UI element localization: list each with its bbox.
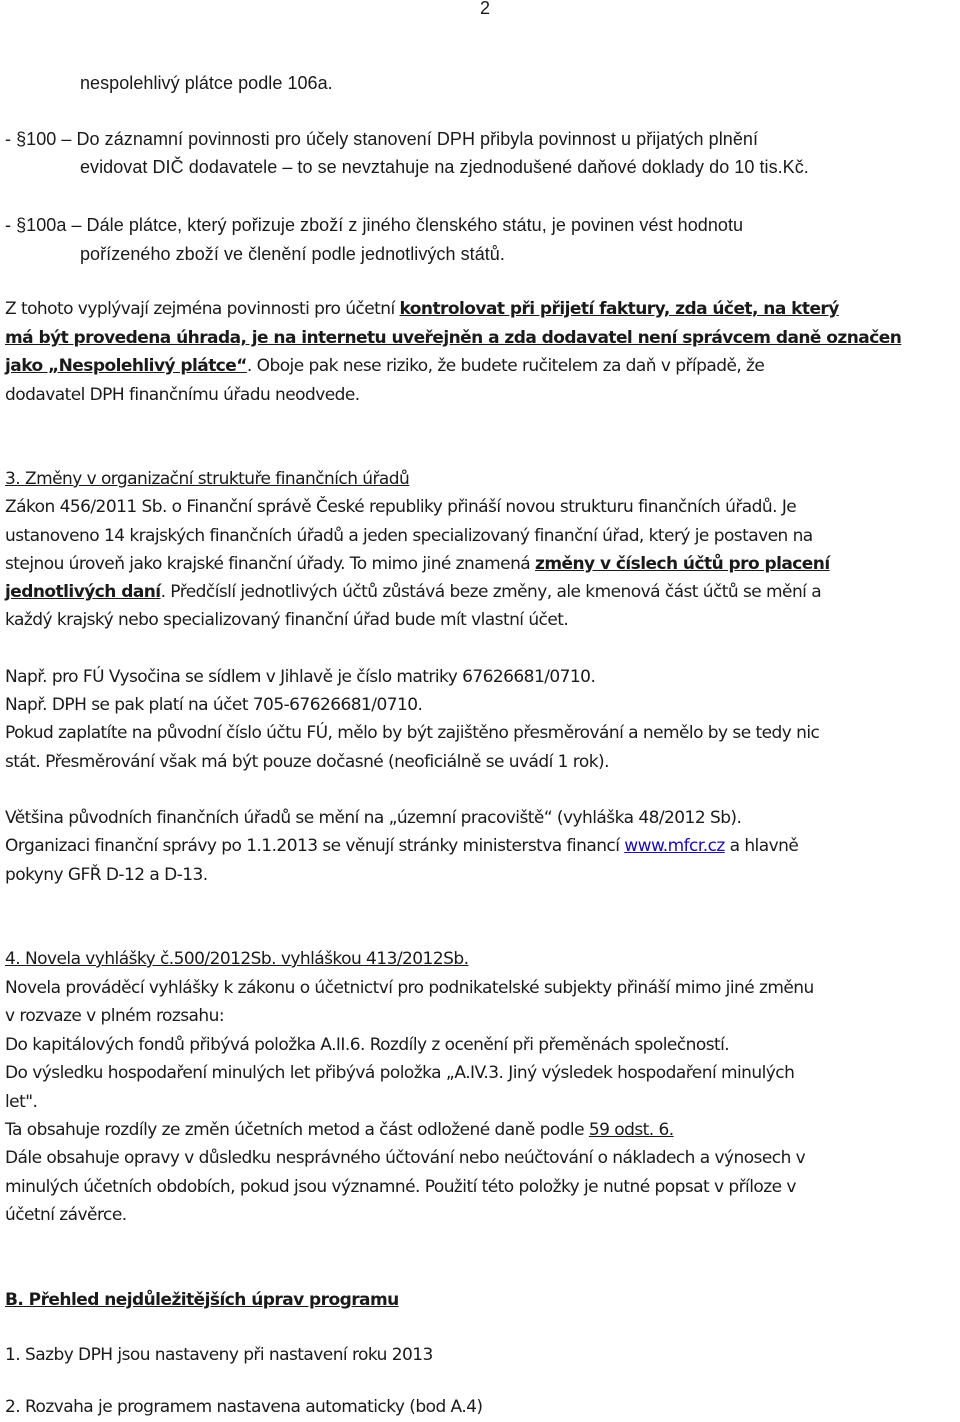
offices-line-3: pokyny GFŘ D-12 a D-13. <box>5 865 208 885</box>
mfcr-link[interactable]: www.mfcr.cz <box>624 836 725 856</box>
section-3-emphasis-end: jednotlivých daní <box>5 582 161 602</box>
section-3-emphasis: změny v číslech účtů pro placení <box>535 554 830 574</box>
section-4-line-1: Novela prováděcí vyhlášky k zákonu o účetnictví pro podnikatelské subjekty přináší mimo jiné změnu <box>5 978 814 998</box>
para-100-line-2: evidovat DIČ dodavatele – to se nevztahuje na zjednodušené daňové doklady do 10 tis.Kč. <box>80 157 809 177</box>
section-b-item-2: 2. Rozvaha je programem nastavena automaticky (bod A.4) <box>5 1397 483 1417</box>
section-4-line-2: v rozvaze v plném rozsahu: <box>5 1006 225 1026</box>
section-4-heading: 4. Novela vyhlášky č.500/2012Sb. vyhláškou 413/2012Sb. <box>5 949 469 969</box>
intro-line: nespolehlivý plátce podle 106a. <box>80 73 333 93</box>
para-100a-line-1: - §100a – Dále plátce, který pořizuje zboží z jiného členského státu, je povinen vést hodnotu <box>5 215 744 235</box>
section-reference: 59 odst. 6. <box>588 1120 674 1140</box>
example-line-2: Např. DPH se pak platí na účet 705-67626681/0710. <box>5 695 423 715</box>
section-3-line-2: ustanoveno 14 krajských finančních úřadů a jeden specializovaný finanční úřad, který je postaven na <box>5 526 813 546</box>
section-b-item-1: 1. Sazby DPH jsou nastaveny při nastavení roku 2013 <box>5 1345 433 1365</box>
section-4-line-4: Do výsledku hospodaření minulých let přibývá položka „A.IV.3. Jiný výsledek hospodaření minulých <box>5 1063 795 1083</box>
duties-line-2: má být provedena úhrada, je na internetu uveřejněn a zda dodavatel není správcem daně označen <box>5 328 902 348</box>
page-number: 2 <box>479 0 490 18</box>
section-3-line-3: stejnou úroveň jako krajské finanční úřady. To mimo jiné znamená změny v číslech účtů pro placení <box>5 554 830 574</box>
example-line-3: Pokud zaplatíte na původní číslo účtu FÚ, mělo by být zajištěno přesměrování a nemělo by se tedy nic <box>5 723 820 743</box>
section-4-line-7: Dále obsahuje opravy v důsledku nesprávného účtování nebo neúčtování o nákladech a výnosech v <box>5 1148 806 1168</box>
example-line-1: Např. pro FÚ Vysočina se sídlem v Jihlavě je číslo matriky 67626681/0710. <box>5 667 596 687</box>
section-4-line-3: Do kapitálových fondů přibývá položka A.II.6. Rozdíly z ocenění při přeměnách společností. <box>5 1035 730 1055</box>
section-b-heading: B. Přehled nejdůležitějších úprav programu <box>5 1290 399 1310</box>
section-3-line-1: Zákon 456/2011 Sb. o Finanční správě České republiky přináší novou strukturu finančních úřadů. Je <box>5 497 797 517</box>
section-4-line-8: minulých účetních obdobích, pokud jsou významné. Použití této položky je nutné popsat v příloze v <box>5 1177 796 1197</box>
section-4-line-6: Ta obsahuje rozdíly ze změn účetních metod a část odložené daně podle 59 odst. 6. <box>5 1120 674 1140</box>
duties-line-1: Z tohoto vyplývají zejména povinnosti pro účetní kontrolovat při přijetí faktury, zda účet, na který <box>5 299 839 319</box>
section-3-heading: 3. Změny v organizační struktuře finančních úřadů <box>5 469 410 489</box>
duties-emphasis: kontrolovat při přijetí faktury, zda účet, na který <box>399 299 839 319</box>
offices-line-2: Organizaci finanční správy po 1.1.2013 se věnují stránky ministerstva financí www.mfcr.cz a hlavně <box>5 836 799 856</box>
section-3-line-4: jednotlivých daní. Předčíslí jednotlivých účtů zůstává beze změny, ale kmenová část účtů se mění a <box>5 582 822 602</box>
section-4-line-5: let". <box>5 1092 38 1112</box>
offices-line-1: Většina původních finančních úřadů se mění na „územní pracoviště“ (vyhláška 48/2012 Sb). <box>5 808 742 828</box>
section-4-line-9: účetní závěrce. <box>5 1205 127 1225</box>
example-line-4: stát. Přesměrování však má být pouze dočasné (neoficiálně se uvádí 1 rok). <box>5 752 609 772</box>
duties-line-3: jako „Nespolehlivý plátce“. Oboje pak nese riziko, že budete ručitelem za daň v případě, že <box>5 356 765 376</box>
section-3-line-5: každý krajský nebo specializovaný finanční úřad bude mít vlastní účet. <box>5 610 569 630</box>
para-100-line-1: - §100 – Do záznamní povinnosti pro účely stanovení DPH přibyla povinnost u přijatých plnění <box>5 129 759 149</box>
duties-emphasis-end: jako „Nespolehlivý plátce“ <box>5 356 247 376</box>
duties-line-4: dodavatel DPH finančnímu úřadu neodvede. <box>5 385 360 405</box>
para-100a-line-2: pořízeného zboží ve členění podle jednotlivých států. <box>80 244 505 264</box>
